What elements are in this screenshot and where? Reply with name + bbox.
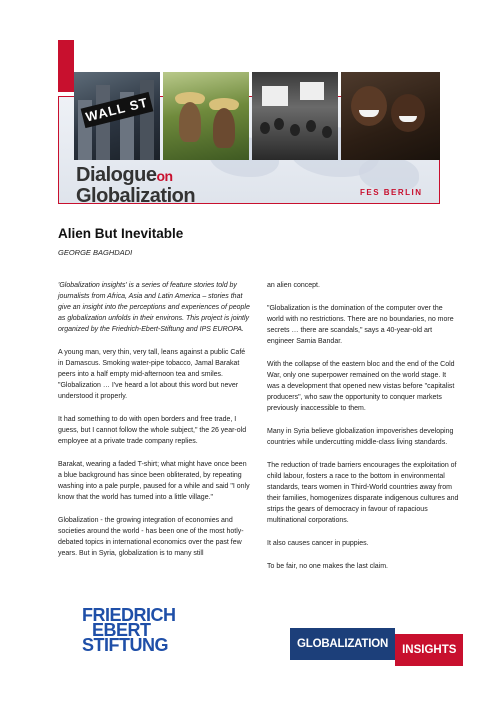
article-paragraph: The reduction of trade barriers encourages the exploitation of child labour, fosters a race to the bottom in environmental standards, tears women in Third-World countries away from their families, homogenizes disparate indigenous cultures and strips the gears of democracy in favour of rapacious multinational corporations. <box>267 462 459 524</box>
gi-logo-right: INSIGHTS <box>395 634 463 666</box>
article-intro: 'Globalization insights' is a series of feature stories told by journalists from Africa, Asia and Latin America – stories that give an insight into the perceptions and experiences of people as globalization unfolds in their environs. This project is jointly organized by the Friedrich-Ebert-Stiftung and IPS EUROPA. <box>58 282 250 333</box>
gi-logo-left: GLOBALIZATION <box>290 628 395 660</box>
publication-title <box>76 165 195 206</box>
article-paragraph: A young man, very thin, very tall, leans against a public Café in Damascus. Smoking water-pipe tobacco, Jamal Barakat peers into a half empty mid-afternoon tea and smiles. "Globalization … I've heard a lot about this word but never understood it properly. <box>58 349 246 400</box>
title-dialogue: Dialogue <box>76 164 157 186</box>
article-author: GEORGE BAGHDADI <box>58 248 133 257</box>
article-paragraph: With the collapse of the eastern bloc and the end of the Cold War, only one superpower remained on the world stage. It was a development that opened new vistas before "capitalist producers", who saw the opportunity to conquer markets previously inaccessible to them. <box>267 361 455 412</box>
protest-photo <box>252 72 338 160</box>
fes-logo-line: STIFTUNG <box>82 635 168 655</box>
farmers-photo <box>163 72 249 160</box>
article-title: Alien But Inevitable <box>58 226 184 241</box>
children-photo <box>341 72 440 160</box>
street-sign: WALL ST <box>81 92 154 128</box>
fes-logo-line: FRIEDRICH <box>82 605 176 625</box>
title-globalization: Globalization <box>76 185 196 207</box>
article-paragraph: an alien concept. <box>267 282 320 289</box>
header-red-accent <box>58 40 74 92</box>
article-paragraph: To be fair, no one makes the last claim. <box>267 563 389 570</box>
article-paragraph: "Globalization is the domination of the computer over the world with no restrictions. There are no boundaries, no more secrets … there are scandals," says a 40-year-old art engineer Samia Bandar. <box>267 305 454 345</box>
article-paragraph: Barakat, wearing a faded T-shirt; what might have once been a blue background has since been obliterated, by repeating washing into a pale purple, paused for a while and said "I only know that the world has turned into a little village." <box>58 461 250 501</box>
fes-berlin-label: FES BERLIN <box>360 188 423 197</box>
wall-street-photo <box>74 72 160 160</box>
article-paragraph: It had something to do with open borders and free trade, I guess, but I cannot follow the whole subject," the 26 year-old employee at a private trade company replies. <box>58 416 247 445</box>
title-on: on <box>156 168 173 184</box>
article-paragraph: Many in Syria believe globalization impoverishes developing countries while undercutting middle-class living standards. <box>267 428 454 446</box>
article-column-right <box>267 280 459 584</box>
friedrich-ebert-stiftung-logo <box>82 605 188 655</box>
globalization-insights-logo <box>290 628 463 660</box>
article-paragraph: Globalization - the growing integration of economies and societies around the world - has been one of the most hotly-debated topics in international economics over the past few years. But in Syria, globalization is to many still <box>58 517 244 557</box>
fes-logo-line: EBERT <box>92 620 151 640</box>
article-column-left <box>58 280 250 571</box>
article-paragraph: It also causes cancer in puppies. <box>267 540 369 547</box>
